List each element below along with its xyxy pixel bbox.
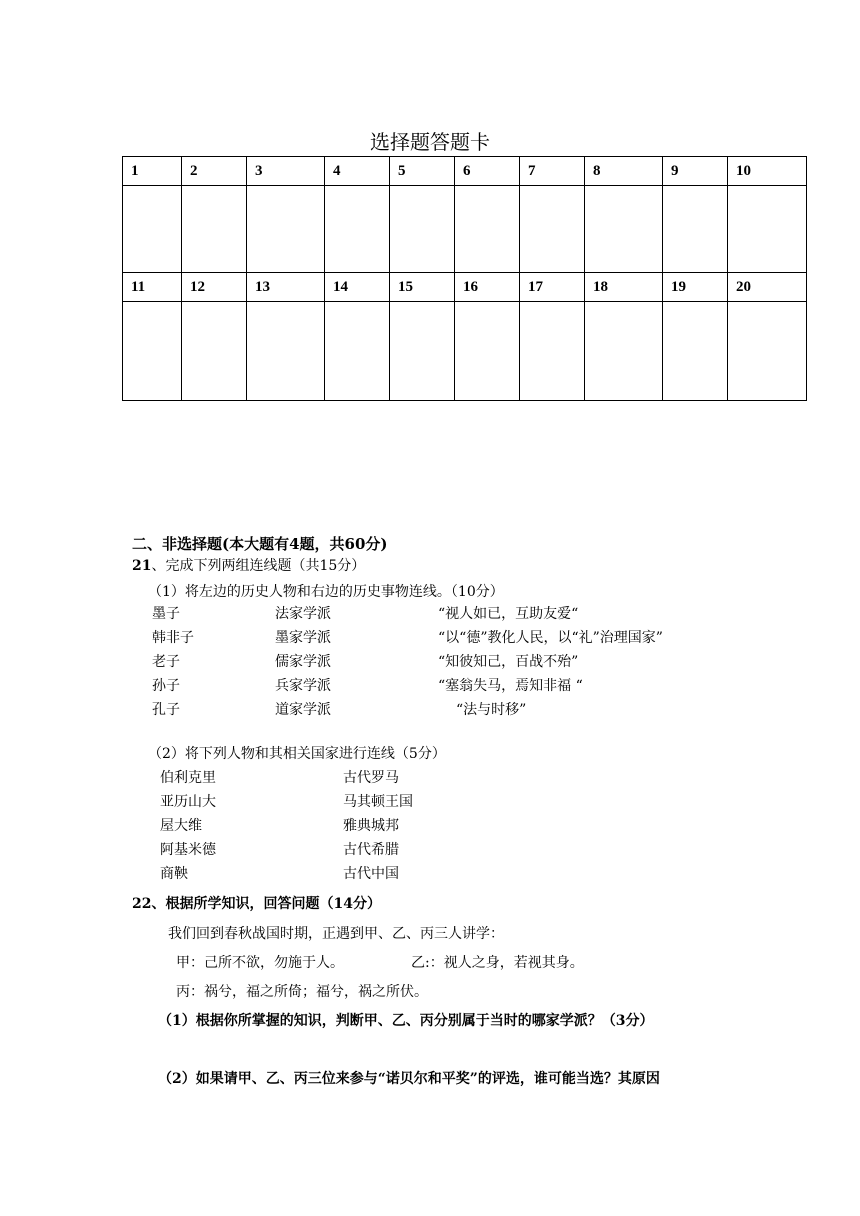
q22-title: 22、根据所学知识，回答问题（14分） — [132, 896, 381, 912]
answer-blank-cell[interactable] — [455, 186, 520, 273]
answer-number-cell: 18 — [585, 273, 663, 302]
answer-blank-cell[interactable] — [182, 186, 247, 273]
answer-blank-cell[interactable] — [390, 186, 455, 273]
part1-quote: “以“德”教化人民，以“礼”治理国家” — [438, 630, 663, 646]
part1-school: 儒家学派 — [275, 654, 331, 670]
part2-person: 亚历山大 — [160, 794, 216, 810]
answer-blank-cell[interactable] — [123, 186, 182, 273]
q22-bing: 丙：祸兮，福之所倚；福兮，祸之所伏。 — [176, 984, 428, 1000]
part2-country: 雅典城邦 — [343, 818, 399, 834]
part1-person: 孙子 — [152, 678, 180, 694]
q21-title — [132, 556, 365, 576]
part2-country: 古代罗马 — [343, 770, 399, 786]
part2-person: 阿基米德 — [160, 842, 216, 858]
answer-blank-cell[interactable] — [247, 186, 325, 273]
answer-number-cell: 3 — [247, 157, 325, 186]
answer-number-cell: 16 — [455, 273, 520, 302]
answer-number-cell: 20 — [728, 273, 807, 302]
part2-person: 屋大维 — [160, 818, 202, 834]
answer-blank-cell[interactable] — [325, 186, 390, 273]
answer-blank-cell[interactable] — [520, 302, 585, 401]
answer-number-cell: 2 — [182, 157, 247, 186]
part1-school: 墨家学派 — [275, 630, 331, 646]
answer-number-cell: 1 — [123, 157, 182, 186]
answer-number-cell: 8 — [585, 157, 663, 186]
answer-number-cell: 17 — [520, 273, 585, 302]
part1-person: 孔子 — [152, 702, 180, 718]
part2-country: 古代希腊 — [343, 842, 399, 858]
answer-number-cell: 7 — [520, 157, 585, 186]
answer-number-cell: 19 — [663, 273, 728, 302]
answer-blank-cell[interactable] — [455, 302, 520, 401]
answer-number-cell: 14 — [325, 273, 390, 302]
part1-quote: “知彼知己，百战不殆” — [438, 654, 579, 670]
answer-card-table — [122, 156, 807, 401]
answer-number-cell: 12 — [182, 273, 247, 302]
q22-yi: 乙:：视人之身，若视其身。 — [411, 955, 584, 971]
answer-blank-cell[interactable] — [728, 302, 807, 401]
answer-blank-cell[interactable] — [520, 186, 585, 273]
part1-person: 墨子 — [152, 606, 180, 622]
answer-blank-cell[interactable] — [663, 302, 728, 401]
q22-jia: 甲：己所不欲，勿施于人。 — [176, 955, 344, 971]
q21-part2-title: （2）将下列人物和其相关国家进行连线（5分） — [148, 746, 446, 762]
answer-blank-cell[interactable] — [182, 302, 247, 401]
answer-number-cell: 9 — [663, 157, 728, 186]
answer-number-cell: 5 — [390, 157, 455, 186]
answer-blank-cell[interactable] — [585, 302, 663, 401]
q21-part1-title: （1）将左边的历史人物和右边的历史事物连线。（10分） — [148, 584, 504, 600]
q21-title-text: 、完成下列两组连线题（共15分） — [151, 558, 366, 574]
part1-person: 老子 — [152, 654, 180, 670]
answer-number-cell: 13 — [247, 273, 325, 302]
part2-person: 伯利克里 — [160, 770, 216, 786]
q22-sub1: （1）根据你所掌握的知识，判断甲、乙、丙分别属于当时的哪家学派？（3分） — [158, 1013, 654, 1029]
answer-blank-cell[interactable] — [325, 302, 390, 401]
q21-number: 21 — [132, 558, 152, 574]
part2-person: 商鞅 — [160, 866, 188, 882]
answer-number-row-1 — [123, 157, 807, 186]
part1-person: 韩非子 — [152, 630, 194, 646]
part1-school: 道家学派 — [275, 702, 331, 718]
q22-intro: 我们回到春秋战国时期，正遇到甲、乙、丙三人讲学： — [168, 926, 504, 942]
part1-quote: “法与时移” — [456, 702, 527, 718]
answer-blank-cell[interactable] — [123, 302, 182, 401]
part1-school: 兵家学派 — [275, 678, 331, 694]
answer-blank-row-1 — [123, 186, 807, 273]
q22-sub2: （2）如果请甲、乙、丙三位来参与“诺贝尔和平奖”的评选，谁可能当选？其原因 — [158, 1071, 660, 1087]
answer-blank-cell[interactable] — [585, 186, 663, 273]
part2-country: 古代中国 — [343, 866, 399, 882]
answer-blank-cell[interactable] — [390, 302, 455, 401]
answer-number-cell: 6 — [455, 157, 520, 186]
section2-heading: 二、非选择题(本大题有4题，共60分) — [132, 535, 388, 553]
answer-number-cell: 15 — [390, 273, 455, 302]
part1-quote: “塞翁失马，焉知非福 “ — [438, 678, 583, 694]
part1-school: 法家学派 — [275, 606, 331, 622]
answer-blank-cell[interactable] — [663, 186, 728, 273]
answer-blank-row-2 — [123, 302, 807, 401]
answer-card-title: 选择题答题卡 — [370, 130, 490, 154]
part2-country: 马其顿王国 — [343, 794, 413, 810]
answer-number-row-2 — [123, 273, 807, 302]
part1-quote: “视人如已，互助友爱“ — [438, 606, 579, 622]
answer-number-cell: 10 — [728, 157, 807, 186]
answer-number-cell: 11 — [123, 273, 182, 302]
answer-blank-cell[interactable] — [728, 186, 807, 273]
answer-blank-cell[interactable] — [247, 302, 325, 401]
answer-number-cell: 4 — [325, 157, 390, 186]
